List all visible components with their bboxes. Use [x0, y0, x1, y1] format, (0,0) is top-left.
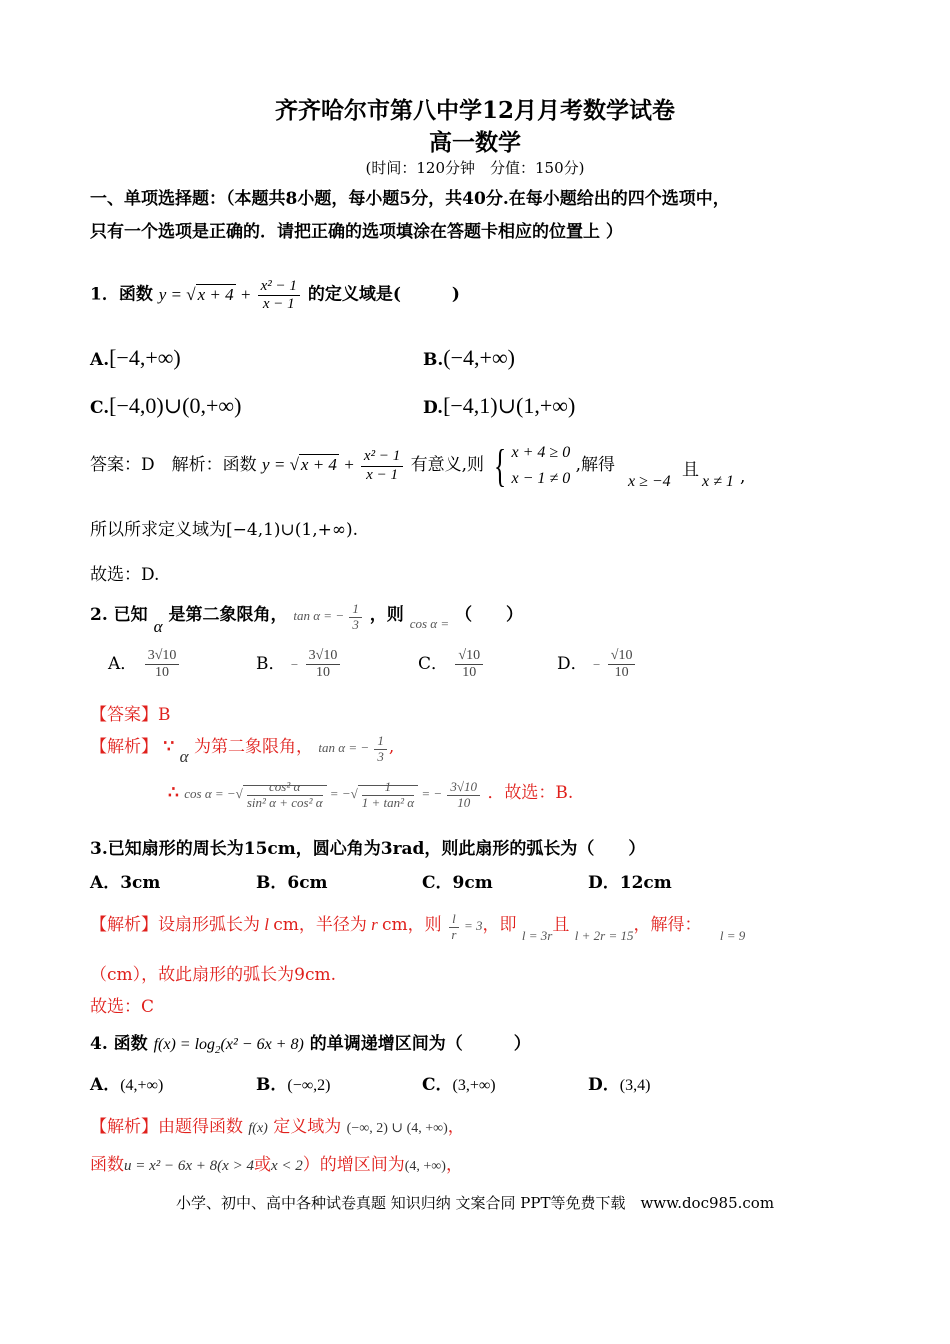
q3-option-value: 6cm — [287, 873, 328, 893]
q1-option-label: B. — [423, 350, 444, 370]
q2-option-num: √10 — [608, 648, 636, 665]
q1-option-value: [−4,0)∪(0,+∞) — [109, 393, 242, 418]
page-title: 齐齐哈尔市第八中学12月月考数学试卷 — [274, 97, 675, 124]
q4-option-a[interactable] — [90, 1070, 163, 1095]
section-heading-line1: 一、单项选择题：（本题共8小题，每小题5分，共40分.在每小题给出的四个选项中， — [90, 189, 730, 209]
q3-option-d[interactable] — [588, 868, 672, 893]
q4-line2-a: 函数 — [90, 1155, 124, 1175]
q2-option-label: D． — [557, 654, 588, 675]
q2-option-label: A． — [108, 654, 138, 675]
q2-option-den: 10 — [316, 665, 330, 681]
q1-option-value: (−4,+∞) — [443, 345, 515, 370]
q2-analysis: 【解析】 ∵ α 为第二象限角， tan α = − $\frac{1}{3}$ , — [90, 732, 395, 766]
q3-analysis-d: ，即 — [482, 915, 517, 935]
q1-answer-then: ,解得 — [575, 455, 616, 476]
q3-analysis-c: cm，则 — [382, 915, 442, 935]
q4-line2-b: 或 — [253, 1155, 271, 1175]
perimeter-formula: l + 2r = 15 — [574, 928, 634, 943]
q3-option-label: B． — [256, 873, 288, 893]
q2-conclusion: ．故选：B. — [487, 783, 574, 803]
analysis-tag: 【解析】 — [90, 737, 158, 757]
q2-option-label: C． — [418, 654, 449, 675]
q2-option-label: B． — [256, 654, 286, 675]
q4-analysis — [90, 1112, 465, 1137]
q2-option-a[interactable] — [108, 648, 181, 681]
q1-option-value: [−4,+∞) — [109, 345, 181, 370]
q2-target: cos α = — [409, 616, 450, 631]
q2-derivation-formula: cos α = −√ $\frac{\text{cos² α}}{\text{sin² α + cos² α}}$ = −√ $\frac{1}{\text{1 + tan² α}}$ = − $\frac{3√10}{10}$ — [184, 786, 482, 801]
q2-option-b[interactable] — [256, 648, 342, 681]
q4-domain: (−∞, 2) ∪ (4, +∞) — [346, 1121, 448, 1136]
q4-prefix: 4. 函数 — [90, 1034, 148, 1054]
q3-option-value: 3cm — [120, 873, 161, 893]
q1-option-value: [−4,1)∪(1,+∞) — [443, 393, 576, 418]
q3-analysis-f: ，解得： — [633, 915, 702, 935]
var-l: l — [260, 915, 274, 934]
q4-u-cond: x < 2 — [270, 1158, 303, 1174]
q3-option-value: 12cm — [619, 873, 672, 893]
question-4 — [90, 1029, 531, 1056]
q2-option-fraction — [608, 648, 636, 681]
because-symbol: ∵ — [163, 737, 175, 757]
analysis-tag: 【解析】 — [90, 915, 158, 935]
q1-answer-formula: y = √ x + 4 + $\frac{\text{x² − 1}}{x - 1}$ — [262, 455, 405, 474]
q2-prefix: 2. 已知 — [90, 605, 148, 625]
q2-option-den: 10 — [155, 665, 170, 681]
q4-fx: f(x) — [248, 1121, 268, 1136]
section-heading-line2: 只有一个选项是正确的．请把正确的选项填涂在答题卡相应的位置上 ） — [90, 222, 623, 242]
q1-option-label: C. — [90, 398, 110, 418]
q4-option-b[interactable] — [256, 1070, 330, 1095]
exam-meta: (时间：120分钟 分值：150分) — [365, 159, 585, 177]
q2-option-fraction — [145, 648, 180, 681]
q1-cond1: x ≥ −4 — [628, 473, 671, 490]
q4-option-value: (3,4) — [619, 1077, 651, 1094]
q1-answer-line3: 故选：D. — [90, 565, 160, 585]
q3-option-value: 9cm — [452, 873, 493, 893]
page-footer: 小学、初中、高中各种试卷真题 知识归纳 文案合同 PPT等免费下载 www.doc985.com — [175, 1194, 775, 1212]
q2-alpha: α — [179, 747, 189, 766]
q1-prefix: 1．函数 — [90, 284, 153, 305]
q2-analysis-given: tan α = − $\frac{1}{3}$ — [318, 740, 388, 755]
q3-analysis-e: 且 — [552, 915, 570, 935]
q2-then: ，则 — [369, 605, 404, 625]
q1-option-b[interactable] — [423, 345, 515, 371]
question-3: 3.已知扇形的周长为15cm，圆心角为3rad，则此扇形的弧长为（ ） — [90, 839, 646, 859]
q1-option-d[interactable] — [423, 393, 575, 419]
q2-alpha: α — [153, 617, 163, 636]
q4-option-value: (−∞,2) — [287, 1077, 331, 1094]
q2-option-den: 10 — [462, 665, 477, 681]
q1-option-label: D. — [423, 398, 444, 418]
q1-suffix: 的定义域是( ) — [307, 284, 460, 305]
q2-option-num: 3√10 — [145, 648, 180, 665]
q2-end: （ ） — [455, 605, 524, 625]
q1-answer — [90, 440, 615, 491]
q3-analysis-line2: （cm），故此扇形的弧长为9cm. — [90, 965, 337, 985]
q1-formula: y = √ x + 4 + $\frac{\text{x² − 1}}{x - 1}$ — [159, 285, 302, 304]
q4-analysis-c: ， — [447, 1117, 465, 1137]
analysis-tag: 【解析】 — [90, 1117, 158, 1137]
q1-answer-line2: 所以所求定义域为[−4,1)∪(1,+∞). — [90, 520, 359, 540]
q4-formula: $f(x) = \log_2(x^2 - 6x + 8)$ — [153, 1036, 304, 1057]
q2-option-sign: − — [290, 657, 299, 673]
q1-option-a[interactable] — [90, 345, 181, 371]
arc-formula: l = 3r — [521, 928, 553, 943]
therefore-symbol: ∴ — [168, 783, 179, 803]
q4-option-value: (4,+∞) — [120, 1077, 164, 1094]
q4-option-label: B． — [256, 1075, 288, 1095]
q2-analysis-derivation — [168, 778, 573, 810]
q3-option-b[interactable] — [256, 868, 328, 893]
q4-suffix: 的单调递增区间为（ ） — [309, 1034, 531, 1054]
q3-option-a[interactable] — [90, 868, 160, 893]
q4-analysis-line2 — [90, 1150, 463, 1175]
question-2 — [90, 600, 524, 636]
q3-analysis-a: 设扇形弧长为 — [158, 915, 260, 935]
q4-u-formula: u = x² − 6x + 8(x > 4 — [124, 1158, 254, 1174]
q3-option-label: C． — [422, 873, 453, 893]
page-subtitle: 高一数学 — [429, 129, 521, 156]
q1-option-c[interactable] — [90, 393, 241, 419]
q2-option-sign: − — [593, 657, 601, 673]
q1-comma: , — [740, 467, 746, 487]
q3-option-label: A． — [90, 873, 121, 893]
q2-given: tan α = − $\frac{1}{3}$ — [293, 608, 363, 623]
q2-option-num: √10 — [455, 648, 483, 665]
q4-option-label: A． — [90, 1075, 121, 1095]
q2-option-d[interactable] — [557, 648, 637, 681]
q2-option-fraction — [306, 648, 341, 681]
q1-condition-system: x + 4 ≥ 0 x − 1 ≠ 0 — [511, 444, 571, 487]
q2-analysis-mid: 为第二象限角， — [193, 737, 313, 757]
q1-option-label: A. — [90, 350, 110, 370]
q1-answer-lead: 答案：D 解析：函数 — [90, 455, 257, 476]
system-brace: { — [494, 439, 507, 491]
q4-interval: (4, +∞) — [404, 1159, 446, 1174]
q3-analysis-line3: 故选：C — [90, 997, 155, 1017]
q1-cond2: x ≠ 1 — [702, 473, 734, 490]
q4-analysis-a: 由题得函数 — [158, 1117, 243, 1137]
q2-option-fraction — [455, 648, 483, 681]
q4-line2-c: ）的增区间为 — [302, 1155, 405, 1175]
q2-answer: 【答案】B — [90, 705, 171, 725]
solution-formula: l = 9 — [706, 928, 746, 943]
q1-and: 且 — [682, 460, 699, 480]
q1-answer-mid: 有意义,则 — [410, 455, 485, 476]
var-r: r — [366, 915, 383, 934]
q2-mid: 是第二象限角， — [168, 605, 288, 625]
q3-option-c[interactable] — [422, 868, 493, 893]
q4-option-d[interactable] — [588, 1070, 650, 1095]
q4-option-value: (3,+∞) — [452, 1077, 496, 1094]
q2-option-den: 10 — [614, 665, 629, 681]
q3-option-label: D． — [588, 873, 620, 893]
q4-option-label: D． — [588, 1075, 620, 1095]
q4-option-c[interactable] — [422, 1070, 496, 1095]
q2-option-num: 3√10 — [306, 648, 341, 665]
q4-option-label: C． — [422, 1075, 453, 1095]
q4-line2-d: ， — [445, 1155, 463, 1175]
q3-analysis-b: cm，半径为 — [273, 915, 367, 935]
q3-analysis — [90, 910, 745, 942]
q4-analysis-b: 定义域为 — [273, 1117, 342, 1137]
question-1 — [90, 278, 460, 314]
q2-option-c[interactable] — [418, 648, 485, 681]
ratio-formula: $\frac{l}{r}$ = 3 — [447, 918, 482, 933]
